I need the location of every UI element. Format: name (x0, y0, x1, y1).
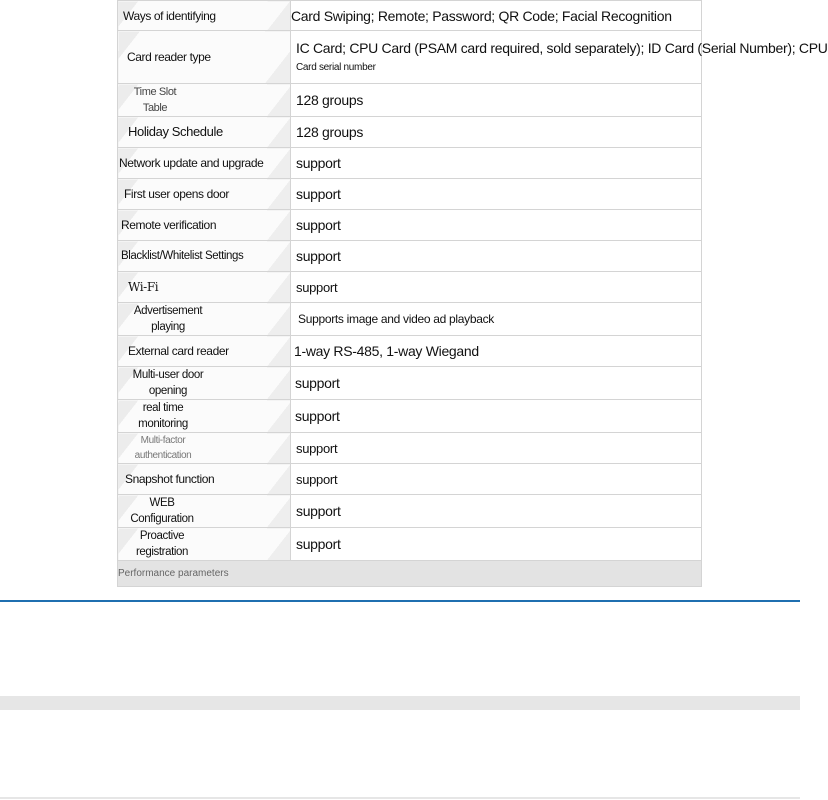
row-value (291, 31, 828, 84)
table-row (118, 464, 702, 495)
row-value: support (291, 179, 702, 210)
table-row (118, 528, 702, 561)
row-value: support (291, 210, 702, 241)
table-row (118, 433, 702, 464)
bottom-border (0, 797, 800, 799)
row-label-text: Multi-factor authentication (134, 435, 192, 461)
row-value: 128 groups (291, 84, 702, 117)
row-label (118, 495, 291, 528)
footer-label: Performance parameters (118, 561, 702, 587)
row-value: support (291, 148, 702, 179)
table-row (118, 210, 702, 241)
footer-row (118, 561, 702, 587)
table-row (118, 272, 702, 303)
row-value: 128 groups (291, 117, 702, 148)
row-value: support (291, 433, 702, 464)
row-label: Network update and upgrade (118, 148, 291, 179)
row-value: support (291, 495, 702, 528)
row-label-text: Multi-user door opening (132, 369, 204, 397)
row-label: Snapshot function (118, 464, 291, 495)
table-row (118, 84, 702, 117)
row-label (118, 433, 291, 464)
row-value: Supports image and video ad playback (291, 303, 702, 336)
row-label: First user opens door (118, 179, 291, 210)
row-value: 1-way RS-485, 1-way Wiegand (291, 336, 702, 367)
row-label: Remote verification (118, 210, 291, 241)
table-row (118, 495, 702, 528)
row-value: Card Swiping; Remote; Password; QR Code; Facial Recognition (291, 1, 702, 31)
table-row (118, 117, 702, 148)
table-row (118, 31, 702, 84)
row-value: support (291, 272, 702, 303)
row-label-text: Time Slot Table (133, 86, 177, 114)
row-value-main: IC Card; CPU Card (PSAM card required, sold separately); ID Card (Serial Number); CPU (296, 40, 828, 56)
row-value: support (291, 528, 702, 561)
row-label (118, 400, 291, 433)
row-label: Ways of identifying (118, 1, 291, 31)
row-label-text: real time monitoring (138, 402, 188, 430)
table-row (118, 241, 702, 272)
row-value: support (291, 400, 702, 433)
table-row (118, 336, 702, 367)
row-label-text: Advertisement playing (133, 305, 203, 333)
row-label-text: Proactive registration (135, 530, 189, 558)
table-row (118, 367, 702, 400)
row-label (118, 528, 291, 561)
row-label (118, 303, 291, 336)
row-value: support (291, 367, 702, 400)
table-row (118, 1, 702, 31)
section-divider (0, 600, 800, 602)
row-label: Blacklist/Whitelist Settings (118, 241, 291, 272)
row-label: Card reader type (118, 31, 291, 84)
row-label: Wi-Fi (118, 272, 291, 303)
row-label: External card reader (118, 336, 291, 367)
row-label (118, 367, 291, 400)
row-label-text: WEB Configuration (130, 497, 194, 525)
row-value: support (291, 241, 702, 272)
table-row (118, 400, 702, 433)
row-value-sub: Card serial number (296, 62, 376, 73)
table-row (118, 303, 702, 336)
spec-table (117, 0, 828, 587)
table-row (118, 148, 702, 179)
row-label: Holiday Schedule (118, 117, 291, 148)
table-row (118, 179, 702, 210)
row-value: support (291, 464, 702, 495)
row-label (118, 84, 291, 117)
grey-band (0, 696, 800, 710)
